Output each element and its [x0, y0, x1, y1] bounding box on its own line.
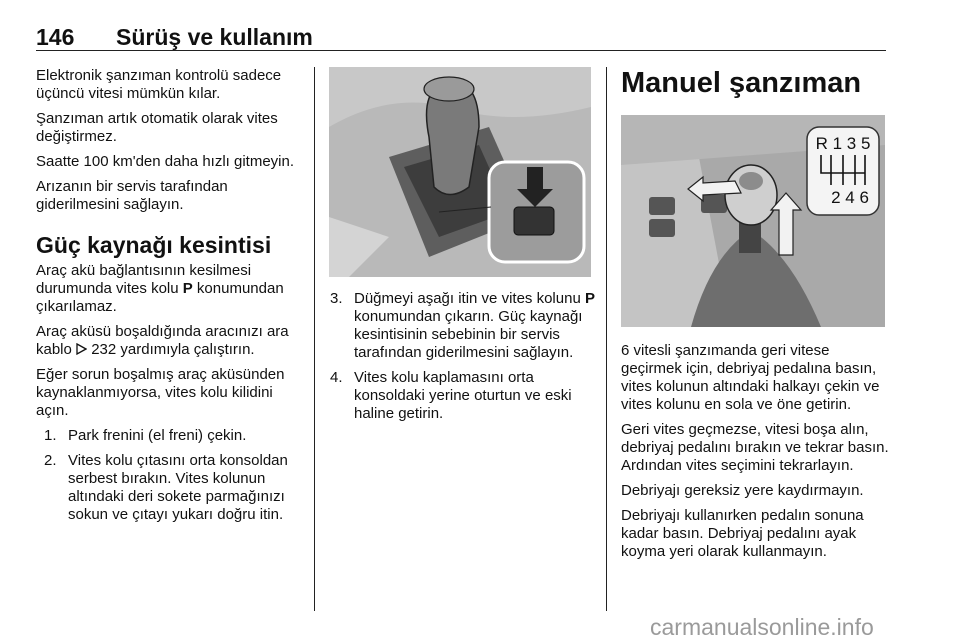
paragraph: Debriyajı kullanırken pedalın sonuna kadar basın. Debriyaj pedalını ayak koyma yeri olarak kullanmayın.: [621, 507, 864, 560]
list-item: [330, 369, 598, 423]
paragraph: Elektronik şanzıman kontrolü sadece üçüncü vitesi mümkün kılar.: [36, 67, 282, 102]
step-number: 4.: [330, 369, 343, 386]
bold-gear-letter: P: [182, 280, 193, 297]
paragraph: Arızanın bir servis tarafından giderilmesini sağlayın.: [36, 178, 228, 213]
page-reference-link[interactable]: 232 yardımıyla çalıştırın.: [87, 341, 255, 358]
step-text: Vites kolu çıtasını orta konsoldan serbest bırakın. Vites kolunun altındaki deri sokete parmağınızı sokun ve çıtayı yukarı doğru itin.: [68, 452, 288, 523]
page-number: 146: [36, 24, 75, 50]
text: konumundan çıkarın. Güç kaynağı kesintisinin sebebinin bir servis tarafından giderilmesini sağlayın.: [354, 308, 583, 361]
steps-list: [44, 427, 304, 524]
step-text: [354, 290, 598, 362]
chapter-title: Manuel şanzıman: [621, 67, 862, 99]
step-number: 2.: [44, 452, 57, 469]
paragraph: Şanzıman artık otomatik olarak vites değiştirmez.: [36, 110, 278, 145]
list-item: [44, 427, 304, 445]
text: Araç akü bağlantısının kesilmesi durumunda vites kolu: [36, 262, 252, 297]
paragraph: [36, 262, 304, 316]
section-heading: Güç kaynağı kesintisi: [36, 232, 272, 258]
step-text: Park frenini (el freni) çekin.: [68, 427, 247, 444]
page-reference-icon[interactable]: [76, 341, 87, 358]
gear-lever-unlock-illustration: [329, 67, 591, 277]
gear-pattern-top: R 1 3 5: [815, 134, 871, 153]
text: Düğmeyi aşağı itin ve vites kolunu: [354, 290, 585, 307]
column-1: [36, 67, 304, 531]
text: Araç aküsü boşaldığında aracınızı ara kablo: [36, 323, 289, 358]
paragraph: [36, 323, 304, 359]
section-title: Sürüş ve kullanım: [116, 24, 313, 50]
manual-gearshift-illustration: [621, 115, 885, 327]
watermark: carmanualsonline.info: [650, 614, 874, 640]
column-divider-1: [314, 67, 315, 611]
column-3: [621, 342, 889, 568]
gear-pattern-bottom: 2 4 6: [831, 188, 869, 207]
step-number: 3.: [330, 290, 343, 307]
step-text: Vites kolu kaplamasını orta konsoldaki yerine oturtun ve eski haline getirin.: [354, 369, 572, 422]
column-divider-2: [606, 67, 607, 611]
list-item: [44, 452, 304, 524]
column-2: [330, 290, 598, 430]
step-number: 1.: [44, 427, 57, 444]
list-item: [330, 290, 598, 362]
paragraph: Debriyajı gereksiz yere kaydırmayın.: [621, 482, 864, 499]
paragraph: Eğer sorun boşalmış araç aküsünden kaynaklanmıyorsa, vites kolu kilidini açın.: [36, 366, 285, 419]
paragraph: 6 vitesli şanzımanda geri vitese geçirmek için, debriyaj pedalına basın, vites kolunun altındaki halkayı çekin ve vites kolunu en sola ve öne getirin.: [621, 342, 880, 413]
text: konumundan çıkarılamaz.: [36, 280, 284, 315]
paragraph: Geri vites geçmezse, vitesi boşa alın, debriyaj pedalını bırakın ve tekrar basın. Ardından vites seçimini tekrarlayın.: [621, 421, 889, 474]
bold-gear-letter: P: [584, 290, 595, 307]
steps-list: [330, 290, 598, 423]
header-rule: [36, 50, 886, 51]
paragraph: Saatte 100 km'den daha hızlı gitmeyin.: [36, 153, 295, 170]
